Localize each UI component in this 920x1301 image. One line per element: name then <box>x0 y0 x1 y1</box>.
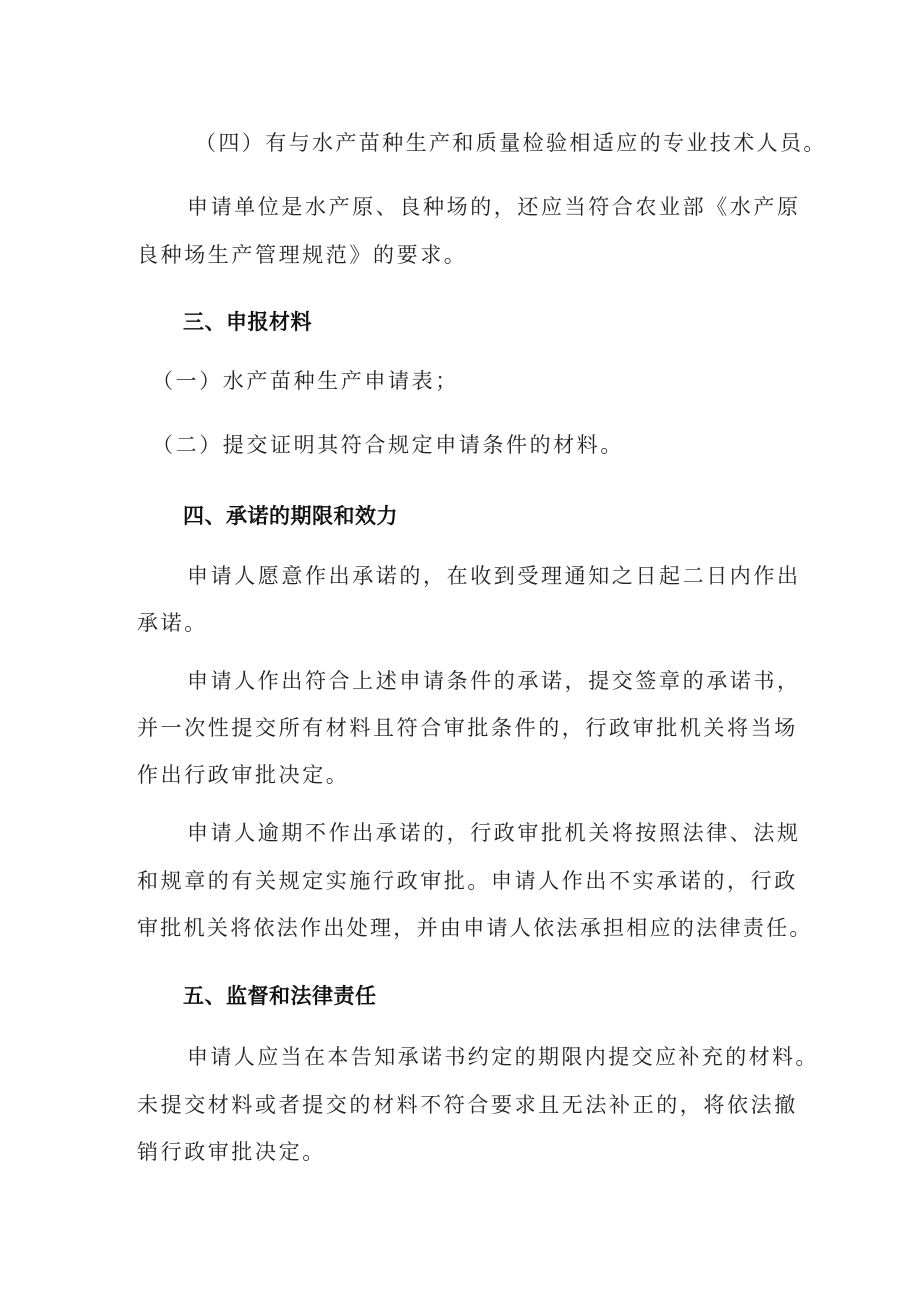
section-4-heading: 四、承诺的期限和效力 <box>183 504 398 528</box>
materials-item-2: （二）提交证明其符合规定申请条件的材料。 <box>152 433 624 457</box>
paragraph-breeding-farm-line-2: 良种场生产管理规范》的要求。 <box>137 243 468 267</box>
commitment-paragraph-1-line-1: 申请人愿意作出承诺的，在收到受理通知之日起二日内作出 <box>187 564 801 588</box>
paragraph-breeding-farm-line-1: 申请单位是水产原、良种场的，还应当符合农业部《水产原 <box>187 195 801 219</box>
section-3-heading: 三、申报材料 <box>183 310 312 334</box>
commitment-paragraph-3-line-3: 审批机关将依法作出处理，并由申请人依法承担相应的法律责任。 <box>137 916 813 940</box>
commitment-paragraph-1-line-2: 承诺。 <box>137 611 208 635</box>
section-5-heading: 五、监督和法律责任 <box>183 984 377 1008</box>
supervision-paragraph-line-1: 申请人应当在本告知承诺书约定的期限内提交应补充的材料。 <box>187 1045 819 1069</box>
commitment-paragraph-3-line-1: 申请人逾期不作出承诺的，行政审批机关将按照法律、法规 <box>187 821 801 845</box>
commitment-paragraph-2-line-2: 并一次性提交所有材料且符合审批条件的，行政审批机关将当场 <box>137 716 798 740</box>
commitment-paragraph-3-line-2: 和规章的有关规定实施行政审批。申请人作出不实承诺的，行政 <box>137 869 798 893</box>
commitment-paragraph-2-line-1: 申请人作出符合上述申请条件的承诺，提交签章的承诺书， <box>187 669 801 693</box>
supervision-paragraph-line-2: 未提交材料或者提交的材料不符合要求且无法补正的，将依法撤 <box>137 1093 798 1117</box>
supervision-paragraph-line-3: 销行政审批决定。 <box>137 1140 326 1164</box>
materials-item-1: （一）水产苗种生产申请表； <box>152 369 459 393</box>
paragraph-qualification-4: （四）有与水产苗种生产和质量检验相适应的专业技术人员。 <box>195 131 827 155</box>
commitment-paragraph-2-line-3: 作出行政审批决定。 <box>137 763 350 787</box>
